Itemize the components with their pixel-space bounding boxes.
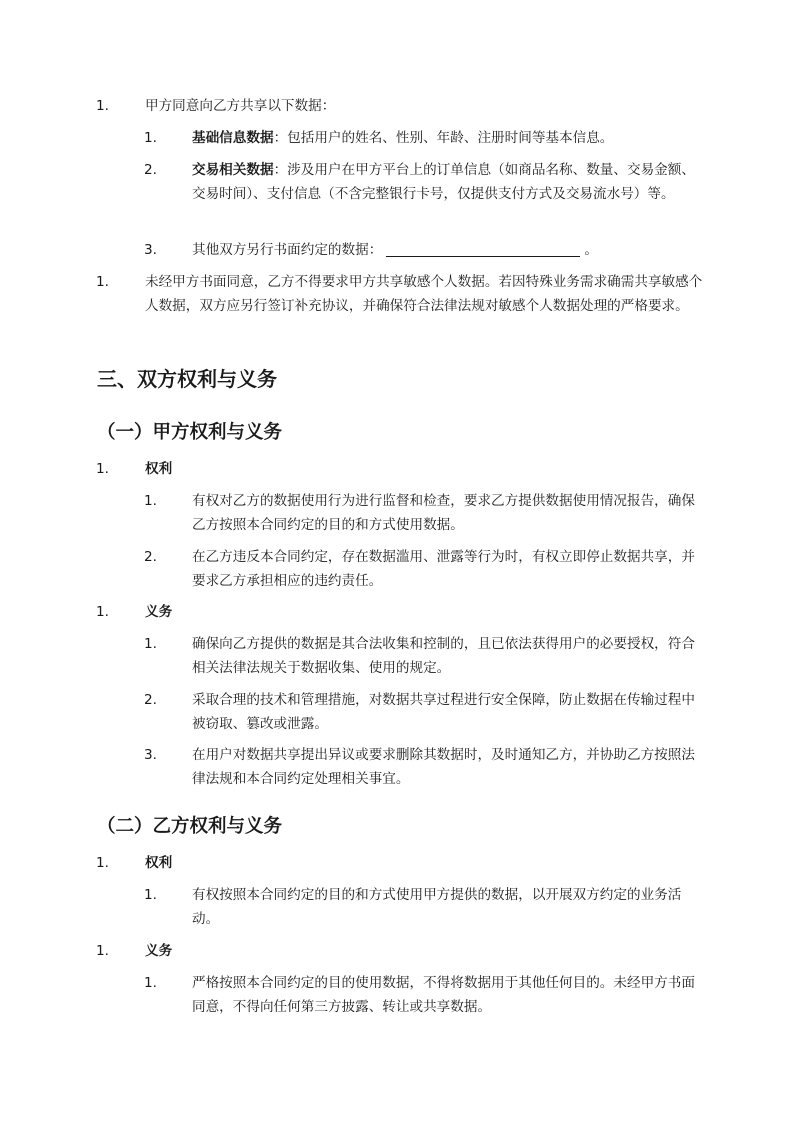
list-number: 1. xyxy=(96,98,109,114)
fill-in-blank[interactable] xyxy=(386,240,580,257)
list-number: 1. xyxy=(96,855,109,871)
list-number: 1. xyxy=(96,274,109,290)
list-text: 在乙方违反本合同约定，存在数据滥用、泄露等行为时，有权立即停止数据共享，并要求乙方承担相应的违约责任。 xyxy=(192,549,695,589)
list-number: 2. xyxy=(144,549,157,565)
list-text: 在用户对数据共享提出异议或要求删除其数据时，及时通知乙方，并协助乙方按照法律法规和本合同约定处理相关事宜。 xyxy=(192,747,695,787)
term-label: 基础信息数据 xyxy=(192,130,274,146)
list-number: 3. xyxy=(144,747,157,763)
list-number: 1. xyxy=(96,943,109,959)
term-description: ：包括用户的姓名、性别、年龄、注册时间等基本信息。 xyxy=(273,130,614,146)
list-text: 采取合理的技术和管理措施，对数据共享过程进行安全保障，防止数据在传输过程中被窃取、篡改或泄露。 xyxy=(192,692,695,732)
list-number: 2. xyxy=(144,692,157,708)
section-heading: 三、双方权利与义务 xyxy=(97,367,277,391)
list-number: 1. xyxy=(96,461,109,477)
term-label: 交易相关数据 xyxy=(192,162,274,178)
list-number: 2. xyxy=(144,162,157,178)
list-label: 权利 xyxy=(145,855,173,871)
list-number: 1. xyxy=(144,636,157,652)
list-label: 权利 xyxy=(145,461,173,477)
list-text-suffix: 。 xyxy=(584,242,598,258)
list-number: 1. xyxy=(144,887,157,903)
list-text: 未经甲方书面同意，乙方不得要求甲方共享敏感个人数据。若因特殊业务需求确需共享敏感个人数据，双方应另行签订补充协议，并确保符合法律法规对敏感个人数据处理的严格要求。 xyxy=(145,274,703,314)
list-text: 确保向乙方提供的数据是其合法收集和控制的，且已依法获得用户的必要授权，符合相关法律法规关于数据收集、使用的规定。 xyxy=(192,636,695,676)
list-number: 3. xyxy=(144,242,157,258)
list-text: 有权对乙方的数据使用行为进行监督和检查，要求乙方提供数据使用情况报告，确保乙方按照本合同约定的目的和方式使用数据。 xyxy=(192,493,695,533)
list-text: 严格按照本合同约定的目的使用数据，不得将数据用于其他任何目的。未经甲方书面同意，不得向任何第三方披露、转让或共享数据。 xyxy=(192,975,695,1015)
list-text xyxy=(192,158,704,206)
list-text xyxy=(192,126,704,150)
list-label: 义务 xyxy=(145,604,173,620)
subsection-heading-party-b: （二）乙方权利与义务 xyxy=(97,816,283,837)
term-description: ：涉及用户在甲方平台上的订单信息（如商品名称、数量、交易金额、交易时间）、支付信息（不含完整银行卡号，仅提供支付方式及交易流水号）等。 xyxy=(192,162,695,202)
list-text-body: 其他双方另行书面约定的数据： xyxy=(192,242,383,258)
list-number: 1. xyxy=(144,975,157,991)
list-label: 义务 xyxy=(145,943,173,959)
list-number: 1. xyxy=(144,130,157,146)
list-text: 有权按照本合同约定的目的和方式使用甲方提供的数据，以开展双方约定的业务活动。 xyxy=(192,887,682,927)
list-text xyxy=(192,238,704,262)
list-number: 1. xyxy=(144,493,157,509)
list-text: 甲方同意向乙方共享以下数据： xyxy=(145,98,336,114)
list-number: 1. xyxy=(96,604,109,620)
subsection-heading-party-a: （一）甲方权利与义务 xyxy=(97,422,283,443)
